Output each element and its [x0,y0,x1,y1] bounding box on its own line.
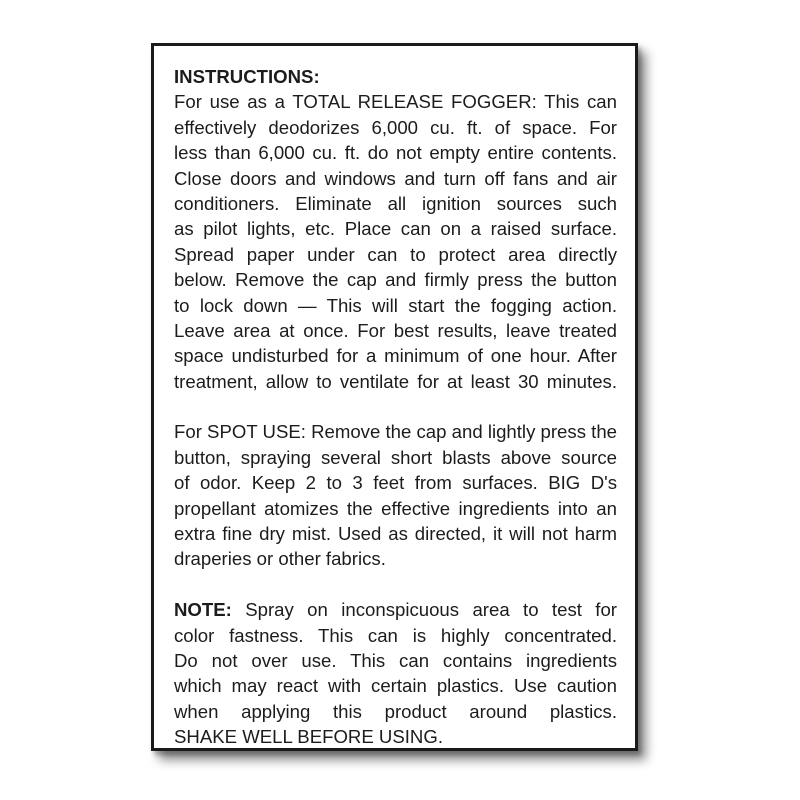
spot-use-line: propellant atomizes the effective ingredients into an [174,497,617,519]
spot-use-line: draperies or other fabrics. [174,548,386,570]
note-first-line-text: Spray on inconspicuous area to test for [231,599,617,621]
instructions-label-card [151,43,638,751]
note-lead: NOTE: [174,599,232,621]
paragraph-spacer [174,394,617,419]
instructions-line: space undisturbed for a minimum of one hour. After [174,345,617,367]
instructions-line: conditioners. Eliminate all ignition sources such [174,192,617,214]
spot-use-line: extra fine dry mist. Used as directed, it will not harm [174,523,617,545]
instructions-line: below. Remove the cap and firmly press the button [174,269,617,291]
instructions-line: to lock down — This will start the fogging action. [174,294,617,316]
label-text-block [174,64,617,750]
note-line: which may react with certain plastics. Use caution [174,675,617,697]
instructions-line: treatment, allow to ventilate for at least 30 minutes. [174,370,617,392]
spot-use-line: button, spraying several short blasts above source [174,446,617,468]
instructions-line: Close doors and windows and turn off fans and air [174,167,617,189]
note-line: SHAKE WELL BEFORE USING. [174,726,443,748]
note-line: color fastness. This can is highly concentrated. [174,624,617,646]
instructions-line: less than 6,000 cu. ft. do not empty entire contents. [174,142,617,164]
instructions-heading: INSTRUCTIONS: [174,66,320,87]
instructions-line: Leave area at once. For best results, leave treated [174,319,617,341]
instructions-line: effectively deodorizes 6,000 cu. ft. of space. For [174,116,617,138]
instructions-line: For use as a TOTAL RELEASE FOGGER: This can [174,91,617,113]
note-line: Do not over use. This can contains ingredients [174,649,617,671]
spot-use-line: For SPOT USE: Remove the cap and lightly press the [174,421,618,443]
instructions-line: Spread paper under can to protect area directly [174,243,617,265]
note-line: when applying this product around plastics. [174,700,617,722]
paragraph-spacer [174,572,617,597]
instructions-line: as pilot lights, etc. Place can on a raised surface. [174,218,617,240]
spot-use-line: of odor. Keep 2 to 3 feet from surfaces. BIG D's [174,472,617,494]
note-first-line [174,597,617,622]
